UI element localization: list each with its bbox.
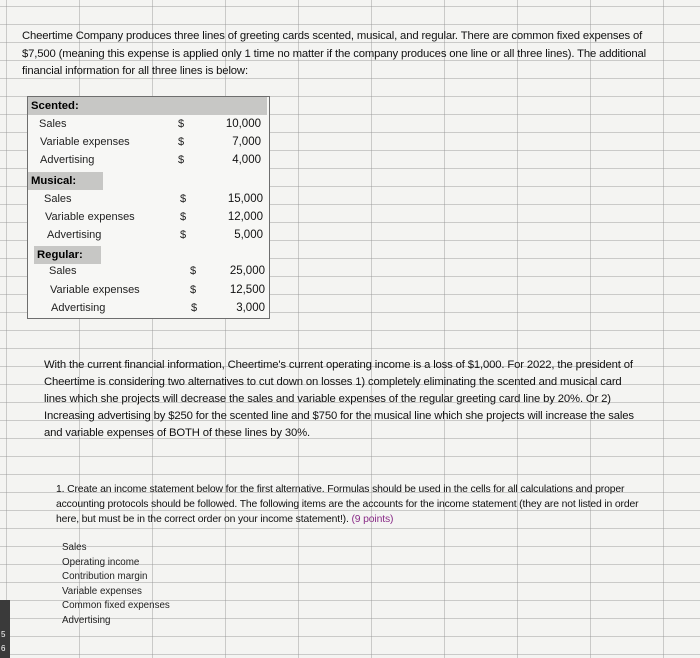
scented-sales-label: Sales bbox=[39, 118, 67, 130]
musical-variable-expenses-currency: $ bbox=[180, 211, 187, 223]
alternatives-paragraph: With the current financial information, Cheertime's current operating income is a loss of $1,000. For 2022, the president of Cheertime is considering two alternatives to cut down on losses 1) completely eliminating the scented and musical card lines which she projects will decrease the sales and variable expenses of the regular greeting card line by 20%. Or 2) Increasing advertising by $250 for the scented line and $750 for the musical line which she projects will increase the sales and variable expenses of BOTH of these lines by 30%. bbox=[44, 359, 634, 439]
question-1-text: 1. Create an income statement below for the first alternative. Formulas should be used in the cells for all calculations and proper accounting protocols should be followed. The following items are the accounts for the income statement (they are not listed in order here, but must be in the correct order on your income statement!). bbox=[56, 484, 639, 525]
account-item-advertising[interactable]: Advertising bbox=[62, 614, 111, 626]
section-header-regular: Regular: bbox=[34, 246, 101, 264]
musical-variable-expenses-label: Variable expenses bbox=[45, 211, 135, 223]
musical-advertising-currency: $ bbox=[180, 229, 187, 241]
scented-sales-value[interactable]: 10,000 bbox=[225, 118, 261, 130]
regular-sales-currency: $ bbox=[190, 265, 197, 277]
regular-advertising-value[interactable]: 3,000 bbox=[236, 302, 265, 314]
regular-variable-expenses-label: Variable expenses bbox=[50, 284, 140, 296]
section-header-scented: Scented: bbox=[28, 97, 267, 115]
regular-sales-label: Sales bbox=[49, 265, 77, 277]
musical-variable-expenses-value[interactable]: 12,000 bbox=[227, 211, 263, 223]
musical-sales-label: Sales bbox=[44, 193, 72, 205]
scented-advertising-value[interactable]: 4,000 bbox=[232, 154, 261, 166]
scented-variable-expenses-currency: $ bbox=[178, 136, 185, 148]
account-item-variable-expenses[interactable]: Variable expenses bbox=[62, 585, 142, 597]
intro-paragraph: Cheertime Company produces three lines of greeting cards scented, musical, and regular. There are common fixed expenses of $7,500 (meaning this expense is applied only 1 time no matter if the company produces one line or all three lines). The additional financial information for all three lines is below: bbox=[22, 30, 646, 77]
account-item-common-fixed-expenses[interactable]: Common fixed expenses bbox=[62, 600, 170, 612]
musical-advertising-value[interactable]: 5,000 bbox=[234, 229, 263, 241]
question-1-points: (9 points) bbox=[351, 514, 394, 525]
scented-sales-currency: $ bbox=[178, 118, 185, 130]
musical-sales-value[interactable]: 15,000 bbox=[227, 193, 263, 205]
scented-advertising-label: Advertising bbox=[40, 154, 95, 166]
financial-data-table bbox=[27, 96, 270, 319]
regular-variable-expenses-currency: $ bbox=[190, 284, 197, 296]
account-item-contribution-margin[interactable]: Contribution margin bbox=[62, 571, 148, 583]
scented-variable-expenses-value[interactable]: 7,000 bbox=[232, 136, 261, 148]
regular-advertising-currency: $ bbox=[191, 302, 198, 314]
row-number-6[interactable]: 6 bbox=[1, 644, 6, 653]
account-item-operating-income[interactable]: Operating income bbox=[62, 556, 140, 568]
musical-sales-currency: $ bbox=[180, 193, 187, 205]
question-1-instructions bbox=[56, 482, 641, 527]
scented-advertising-currency: $ bbox=[178, 154, 185, 166]
scented-variable-expenses-label: Variable expenses bbox=[40, 136, 130, 148]
account-list bbox=[62, 541, 170, 629]
regular-sales-value[interactable]: 25,000 bbox=[229, 265, 265, 277]
row-header-strip bbox=[0, 600, 10, 658]
regular-advertising-label: Advertising bbox=[51, 302, 106, 314]
row-number-5[interactable]: 5 bbox=[1, 630, 6, 639]
section-header-musical: Musical: bbox=[28, 172, 103, 190]
account-item-sales[interactable]: Sales bbox=[62, 542, 87, 553]
musical-advertising-label: Advertising bbox=[47, 229, 102, 241]
regular-variable-expenses-value[interactable]: 12,500 bbox=[229, 284, 265, 296]
